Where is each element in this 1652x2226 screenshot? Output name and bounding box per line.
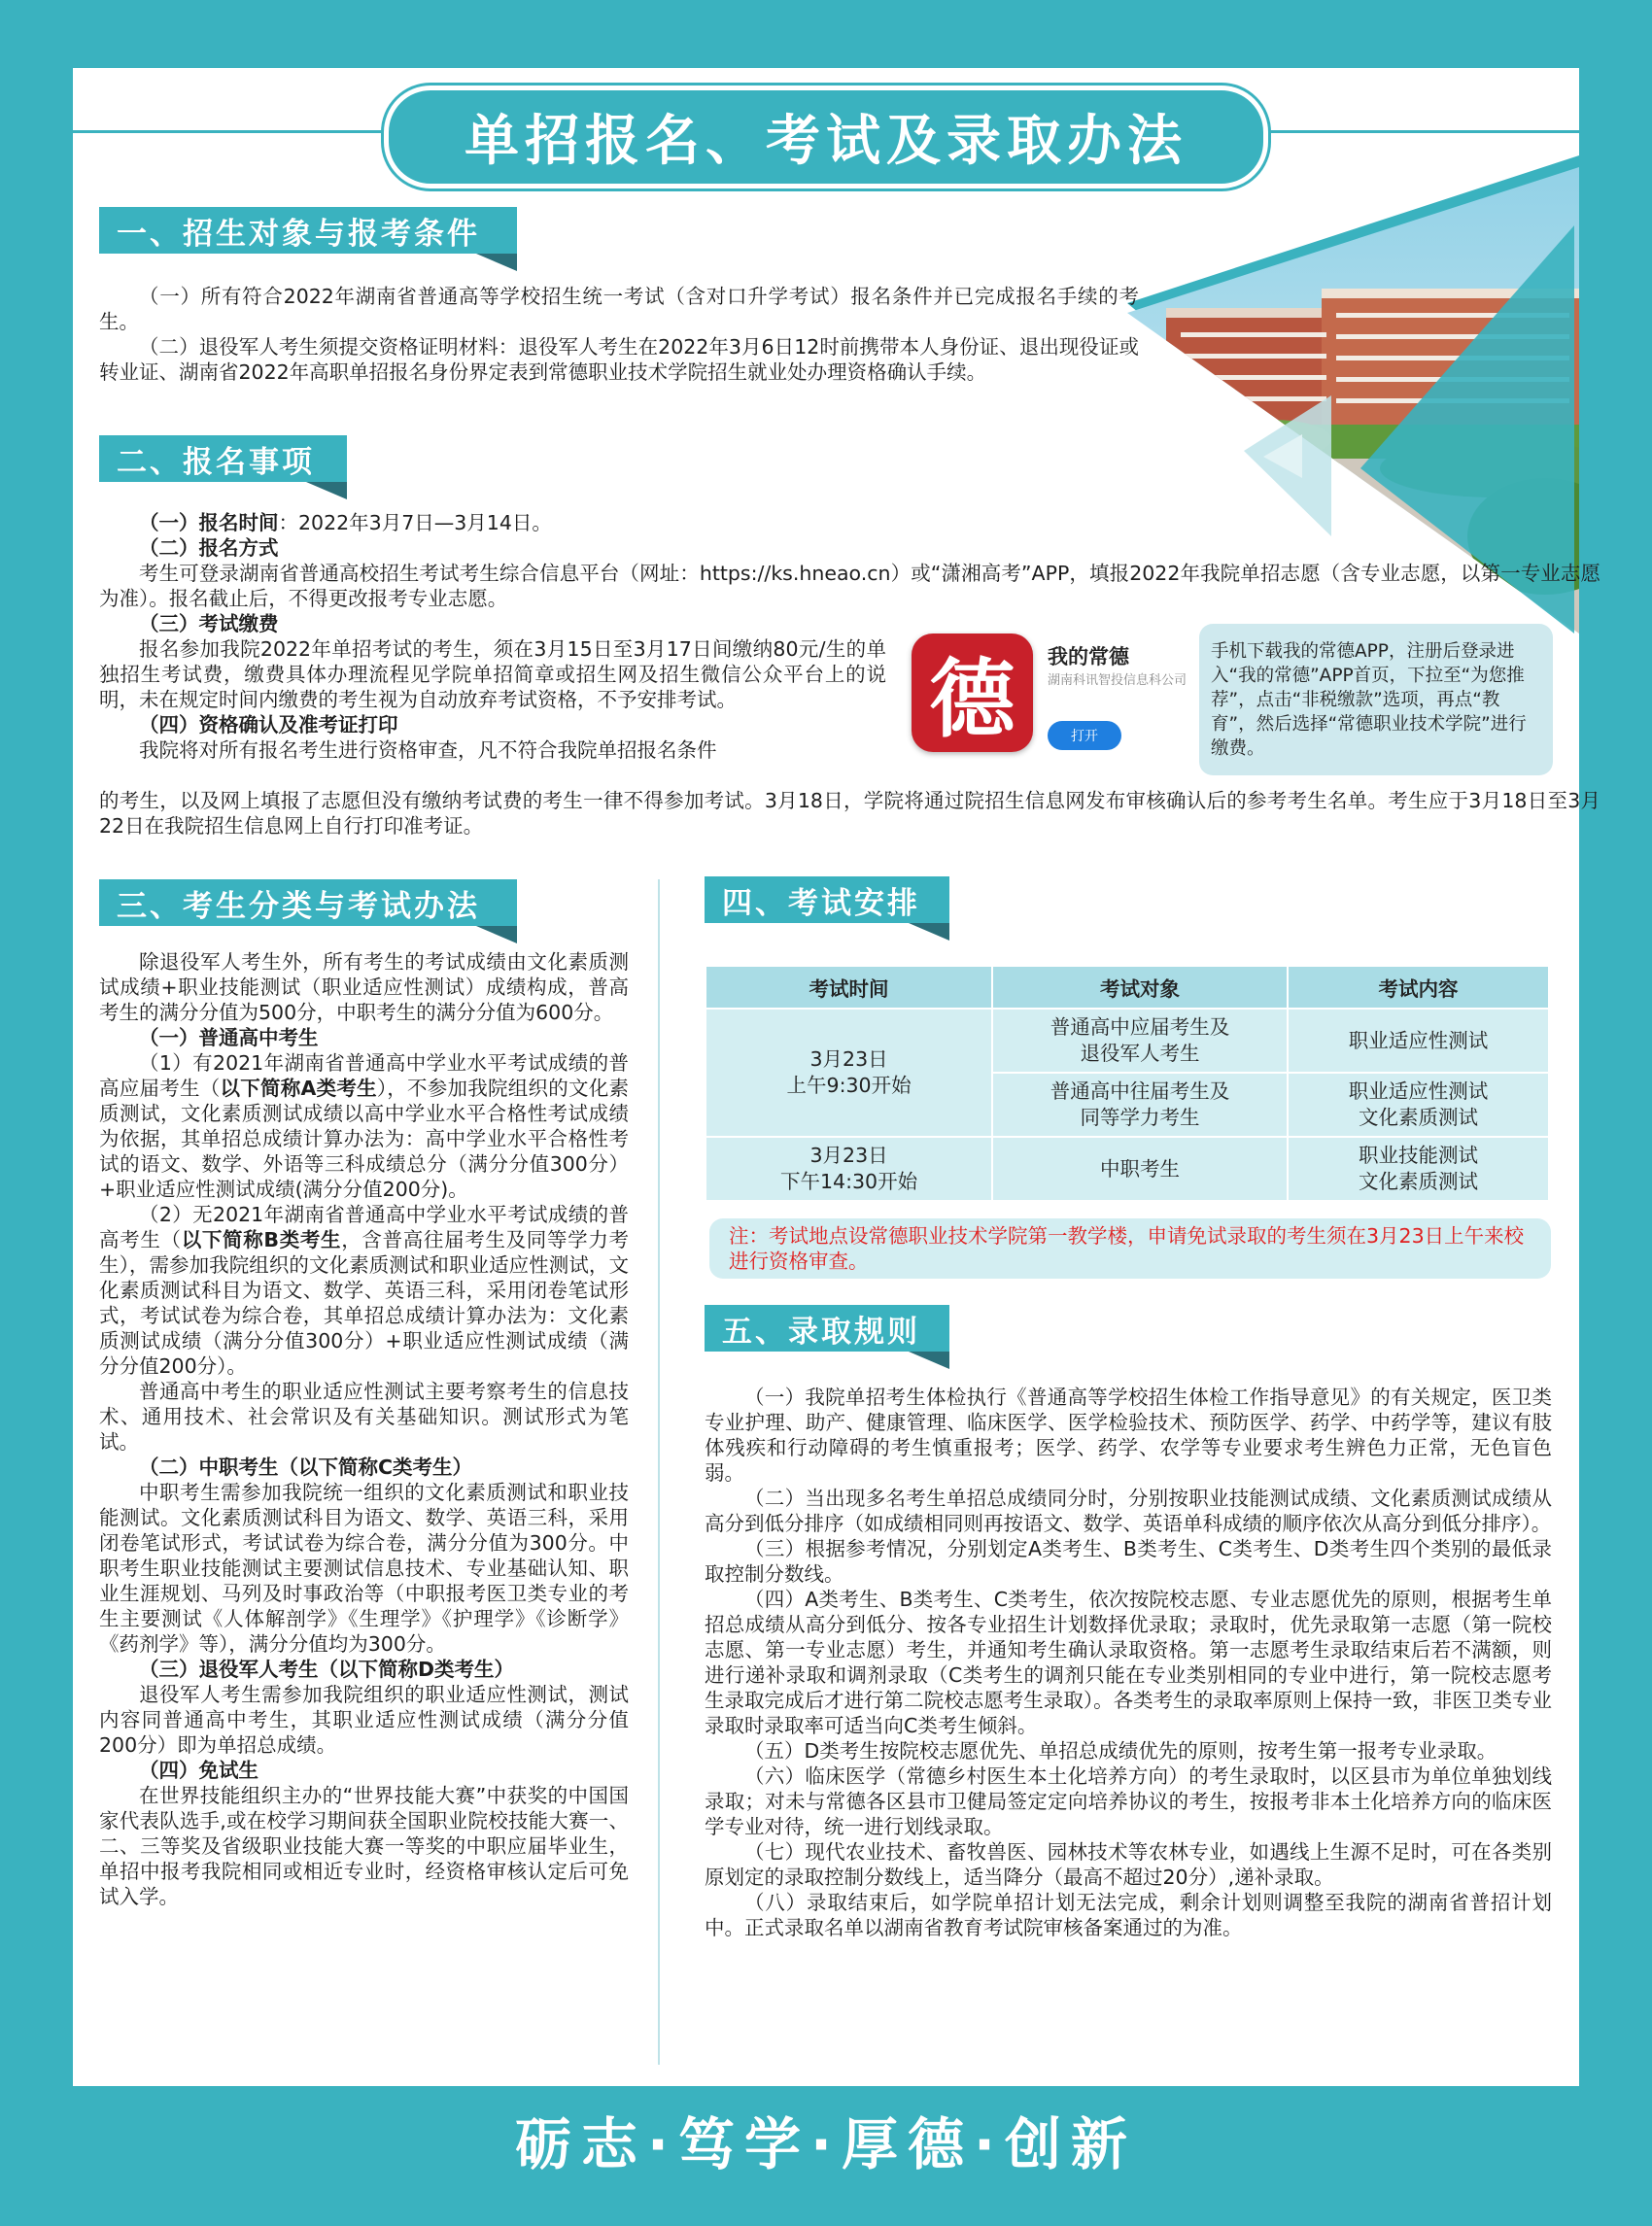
table-cell-target: 普通高中往届考生及 同等学力考生 (992, 1073, 1288, 1137)
section-heading-3: 三、考生分类与考试办法 (99, 879, 517, 926)
table-cell-time: 3月23日 上午9:30开始 (706, 1009, 992, 1137)
app-payment-note: 手机下载我的常德APP，注册后登录进入“我的常德”APP首页，下拉至“为您推荐”，点击“非税缴款”选项，再点“教育”，然后选择“常德职业技术学院”进行缴费。 (1199, 624, 1553, 775)
section-1-para-1: （一）所有符合2022年湖南省普通高等学校招生统一考试（含对口升学考试）报名条件并已完成报名手续的考生。 (99, 285, 1139, 333)
section-5-body (705, 1385, 1552, 1940)
a-class-text-2: ），不参加我院组织的文化素质测试，文化素质测试成绩以高中学业水平合格性考试成绩为依据，其单招总成绩计算办法为：高中学业水平合格性考试的语文、数学、外语等三科成绩总分（满分分值300分）+职业适应性测试成绩(满分分值200分)。 (99, 1077, 630, 1201)
app-logo-icon[interactable]: 德 (912, 634, 1033, 752)
table-header-time: 考试时间 (706, 966, 992, 1009)
admission-rule-3: （三）根据参考情况，分别划定A类考生、B类考生、C类考生、D类考生四个类别的最低录取控制分数线。 (705, 1537, 1552, 1586)
section-3-sub-2: （二）中职考生（以下简称C类考生） (139, 1455, 473, 1479)
section-2-body-top (99, 510, 1600, 636)
page-title: 单招报名、考试及录取办法 (384, 86, 1268, 188)
a-class-text-1: （1）有2021年湖南省普通高中学业水平考试成绩的普高应届考生（ (99, 1051, 629, 1100)
b-class-text-2: ，含普高往届考生及同等学力考生），需参加我院组织的文化素质测试和职业适应性测试，文化素质测试科目为语文、数学、英语三科，采用闭卷笔试形式，考试试卷为综合卷，其单招总成绩计算办法为：文化素质测试成绩（满分分值300分）+职业适应性测试成绩（满分分值200分）。 (99, 1228, 630, 1378)
table-cell-content: 职业适应性测试 (1288, 1009, 1549, 1073)
exam-fee-label: （三）考试缴费 (139, 612, 279, 635)
table-cell-time: 3月23日 下午14:30开始 (706, 1137, 992, 1201)
exempt-text: 在世界技能组织主办的“世界技能大赛”中获奖的中国国家代表队选手,或在校学习期间获全国职业院校技能大赛一、二、三等奖及省级职业技能大赛一等奖的中职应届毕业生，单招中报考我院相同或相近专业时，经资格审核认定后可免试入学。 (99, 1784, 629, 1908)
school-motto: 砺志·笃学·厚德·创新 (514, 2111, 1138, 2177)
section-3-sub-1: （一）普通高中考生 (139, 1026, 319, 1049)
column-divider (658, 879, 660, 2065)
table-header-target: 考试对象 (992, 966, 1288, 1009)
app-company: 湖南科讯智投信息科公司 (1048, 673, 1187, 688)
d-class-text: 退役军人考生需参加我院组织的职业适应性测试，测试内容同普通高中考生，其职业适应性测试成绩（满分分值200分）即为单招总成绩。 (99, 1683, 629, 1757)
admission-rule-6: （六）临床医学（常德乡村医生本土化培养方向）的考生录取时，以区县市为单位单独划线录取；对未与常德各区县市卫健局签定定向培养协议的考生，按报考非本土化培养方向的临床医学专业对待，统一进行划线录取。 (705, 1764, 1552, 1838)
section-heading-1: 一、招生对象与报考条件 (99, 207, 517, 254)
section-3-intro: 除退役军人考生外，所有考生的考试成绩由文化素质测试成绩+职业技能测试（职业适应性测试）成绩构成，普高考生的满分分值为500分，中职考生的满分分值为600分。 (99, 950, 629, 1024)
app-open-button[interactable]: 打开 (1048, 721, 1121, 750)
b-class-text-1: （2）无2021年湖南省普通高中学业水平考试成绩的普高考生（ (99, 1203, 629, 1251)
section-2-body-fee (99, 636, 886, 763)
registration-method-text: 考生可登录湖南省普通高校招生考试考生综合信息平台（网址：https://ks.hneao.cn）或“潇湘高考”APP，填报2022年我院单招志愿（含专业志愿，以第一专业志愿为准）。报名截止后，不得更改报考专业志愿。 (99, 562, 1600, 610)
admission-rule-7: （七）现代农业技术、畜牧兽医、园林技术等农林专业，如遇线上生源不足时，可在各类别原划定的录取控制分数线上，适当降分（最高不超过20分）,递补录取。 (705, 1840, 1552, 1889)
poster-page (73, 68, 1600, 2086)
table-cell-content: 职业适应性测试 文化素质测试 (1288, 1073, 1549, 1137)
section-3-sub-3: （三）退役军人考生（以下简称D类考生） (139, 1658, 515, 1681)
table-header-row (706, 966, 1549, 1009)
qualification-label: （四）资格确认及准考证打印 (139, 713, 398, 736)
admission-rule-4: （四）A类考生、B类考生、C类考生，依次按院校志愿、专业志愿优先的原则，根据考生单招总成绩从高分到低分、按各专业招生计划数择优录取；录取时，优先录取第一志愿（第一院校志愿、第一专业志愿）考生，并通知考生确认录取资格。第一志愿考生录取结束后若不满额，则进行递补录取和调剂录取（C类考生的调剂只能在专业类别相同的专业中进行，第一院校志愿考生录取完成后才进行第二院校志愿考生录取）。各类考生的录取率原则上保持一致，非医卫类专业录取时录取率可适当向C类考生倾斜。 (705, 1588, 1552, 1737)
table-cell-target: 普通高中应届考生及 退役军人考生 (992, 1009, 1288, 1073)
qualification-text-1: 我院将对所有报名考生进行资格审查，凡不符合我院单招报名条件 (139, 738, 717, 762)
table-cell-target: 中职考生 (992, 1137, 1288, 1201)
registration-time-label: （一）报名时间 (139, 511, 279, 534)
section-3-sub-4: （四）免试生 (139, 1759, 258, 1782)
app-name: 我的常德 (1048, 645, 1129, 668)
admission-rule-5: （五）D类考生按院校志愿优先、单招总成绩优先的原则，按考生第一报考专业录取。 (744, 1739, 1497, 1763)
section-heading-2: 二、报名事项 (99, 435, 347, 482)
table-header-content: 考试内容 (1288, 966, 1549, 1009)
admission-rule-1: （一）我院单招考生体检执行《普通高等学校招生体检工作指导意见》的有关规定，医卫类专业护理、助产、健康管理、临床医学、医学检验技术、预防医学、药学、中药学等，建议有肢体残疾和行动障碍的考生慎重报考；医学、药学、农学等专业要求考生辨色力正常，无色盲色弱。 (705, 1386, 1552, 1485)
exam-fee-text: 报名参加我院2022年单招考试的考生，须在3月15日至3月17日间缴纳80元/生的单独招生考试费，缴费具体办理流程见学院单招简章或招生网及招生微信公众平台上的说明，未在规定时间内缴费的考生视为自动放弃考试资格，不予安排考试。 (99, 637, 886, 711)
section-heading-4: 四、考试安排 (705, 876, 949, 923)
section-2-body-bottom (99, 788, 1600, 839)
section-1-body (99, 284, 1139, 385)
exam-location-note: 注：考试地点设常德职业技术学院第一教学楼，申请免试录取的考生须在3月23日上午来校进行资格审查。 (709, 1218, 1551, 1279)
c-class-text: 中职考生需参加我院统一组织的文化素质测试和职业技能测试。文化素质测试科目为语文、数学、英语三科，采用闭卷笔试形式，考试试卷为综合卷，满分分值为300分。中职考生职业技能测试主要测试信息技术、专业基础认知、职业生涯规划、马列及时事政治等（中职报考医卫类专业的考生主要测试《人体解剖学》《生理学》《护理学》《诊断学》《药剂学》等），满分分值均为300分。 (99, 1481, 629, 1656)
table-row (706, 1009, 1549, 1073)
a-class-bold: 以下简称A类考生 (220, 1077, 377, 1100)
section-1-para-2: （二）退役军人考生须提交资格证明材料：退役军人考生在2022年3月6日12时前携带本人身份证、退出现役证或转业证、湖南省2022年高职单招报名身份界定表到常德职业技术学院招生就业处办理资格确认手续。 (99, 335, 1139, 384)
general-test-text: 普通高中考生的职业适应性测试主要考察考生的信息技术、通用技术、社会常识及有关基础知识。测试形式为笔试。 (99, 1380, 629, 1454)
registration-method-label: （二）报名方式 (139, 536, 279, 560)
admission-rule-2: （二）当出现多名考生单招总成绩同分时，分别按职业技能测试成绩、文化素质测试成绩从高分到低分排序（如成绩相同则再按语文、数学、英语单科成绩的顺序依次从高分到低分排序）。 (705, 1487, 1552, 1535)
qualification-text-2: 的考生，以及网上填报了志愿但没有缴纳考试费的考生一律不得参加考试。3月18日，学院将通过院招生信息网发布审核确认后的参考考生名单。考生应于3月18日至3月22日在我院招生信息网上自行打印准考证。 (99, 789, 1600, 838)
section-heading-5: 五、录取规则 (705, 1305, 949, 1352)
table-row (706, 1137, 1549, 1201)
b-class-bold: 以下简称B类考生 (181, 1228, 342, 1251)
admission-rule-8: （八）录取结束后，如学院单招计划无法完成，剩余计划则调整至我院的湖南省普招计划中。正式录取名单以湖南省教育考试院审核备案通过的为准。 (705, 1891, 1552, 1939)
exam-schedule-table (705, 965, 1550, 1202)
table-cell-content: 职业技能测试 文化素质测试 (1288, 1137, 1549, 1201)
registration-time-value: ：2022年3月7日—3月14日。 (278, 511, 552, 534)
section-3-body (99, 949, 629, 1909)
